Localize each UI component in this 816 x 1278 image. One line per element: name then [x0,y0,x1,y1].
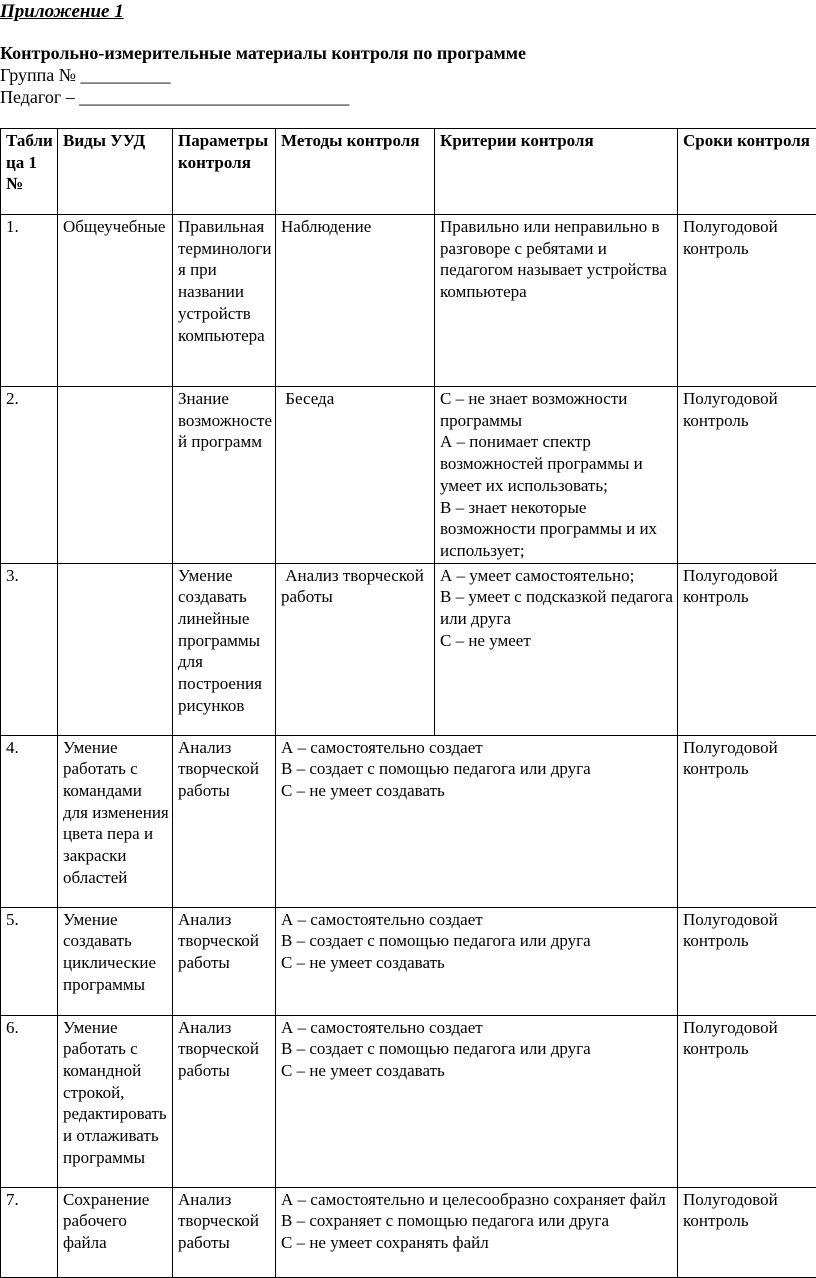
header-methods: Методы контроля [276,129,435,215]
criteria-cell [435,563,678,735]
document-title: Контрольно-измерительные материалы контроля по программе [0,42,526,64]
table-header-row [1,129,816,215]
methods-cell: Анализ творческой работы [276,563,435,735]
control-table [0,128,816,1278]
criteria-line: В – умеет с подсказкой педагога или друга [440,586,675,629]
criteria-line: В – создает с помощью педагога или друга [281,758,675,780]
methods-cell: Наблюдение [276,215,435,387]
criteria-cell [276,1187,678,1277]
row-number: 6. [1,1015,58,1187]
params-cell: Анализ творческой работы [173,907,276,1015]
params-cell: Знание возможностей программ [173,387,276,564]
table-row [1,563,816,735]
term-cell: Полугодовой контроль [678,563,816,735]
criteria-line: А – понимает спектр возможностей программы и умеет их использовать; [440,431,675,496]
criteria-cell [276,1015,678,1187]
criteria-line: В – знает некоторые возможности программы и их использует; [440,497,675,562]
criteria-line: С – не знает возможности программы [440,388,675,431]
criteria-cell [276,735,678,907]
table-row [1,215,816,387]
table-row [1,907,816,1015]
params-cell: Умение создавать линейные программы для построения рисунков [173,563,276,735]
uud-cell [58,387,173,564]
table-row [1,735,816,907]
criteria-cell [276,907,678,1015]
table-row [1,1187,816,1277]
row-number: 2. [1,387,58,564]
header-criteria: Критерии контроля [435,129,678,215]
term-cell: Полугодовой контроль [678,735,816,907]
row-number: 5. [1,907,58,1015]
group-number-line: Группа № __________ [0,64,170,86]
uud-cell [58,563,173,735]
header-uud: Виды УУД [58,129,173,215]
term-cell: Полугодовой контроль [678,907,816,1015]
criteria-line: В – создает с помощью педагога или друга [281,930,675,952]
criteria-line: А – самостоятельно создает [281,1017,675,1039]
methods-cell: Беседа [276,387,435,564]
uud-cell: Умение создавать циклические программы [58,907,173,1015]
header-terms: Сроки контроля [678,129,816,215]
term-cell: Полугодовой контроль [678,1187,816,1277]
teacher-line: Педагог – ______________________________ [0,86,349,108]
criteria-line: А – самостоятельно создает [281,909,675,931]
criteria-line: С – не умеет создавать [281,952,675,974]
criteria-line: С – не умеет создавать [281,1060,675,1082]
row-number: 3. [1,563,58,735]
term-cell: Полугодовой контроль [678,1015,816,1187]
params-cell: Правильная терминология при названии устройств компьютера [173,215,276,387]
table-row [1,387,816,564]
criteria-cell [435,215,678,387]
criteria-line: Правильно или неправильно в разговоре с ребятами и педагогом называет устройства компьютера [440,216,675,303]
criteria-line: А – умеет самостоятельно; [440,565,675,587]
params-cell: Анализ творческой работы [173,1015,276,1187]
criteria-line: А – самостоятельно создает [281,737,675,759]
uud-cell: Общеучебные [58,215,173,387]
criteria-line: С – не умеет создавать [281,780,675,802]
table-row [1,1015,816,1187]
criteria-line: А – самостоятельно и целесообразно сохраняет файл [281,1189,675,1211]
criteria-line: С – не умеет [440,630,675,652]
row-number: 4. [1,735,58,907]
term-cell: Полугодовой контроль [678,215,816,387]
criteria-line: В – сохраняет с помощью педагога или друга [281,1210,675,1232]
term-cell: Полугодовой контроль [678,387,816,564]
uud-cell: Умение работать с командной строкой, редактировать и отлаживать программы [58,1015,173,1187]
header-params: Параметры контроля [173,129,276,215]
params-cell: Анализ творческой работы [173,735,276,907]
criteria-line: С – не умеет сохранять файл [281,1232,675,1254]
row-number: 1. [1,215,58,387]
uud-cell: Сохранение рабочего файла [58,1187,173,1277]
criteria-cell [435,387,678,564]
row-number: 7. [1,1187,58,1277]
params-cell: Анализ творческой работы [173,1187,276,1277]
header-number: Таблица 1 № [1,129,58,215]
uud-cell: Умение работать с командами для изменения цвета пера и закраски областей [58,735,173,907]
appendix-label: Приложение 1 [0,0,124,24]
criteria-line: В – создает с помощью педагога или друга [281,1038,675,1060]
